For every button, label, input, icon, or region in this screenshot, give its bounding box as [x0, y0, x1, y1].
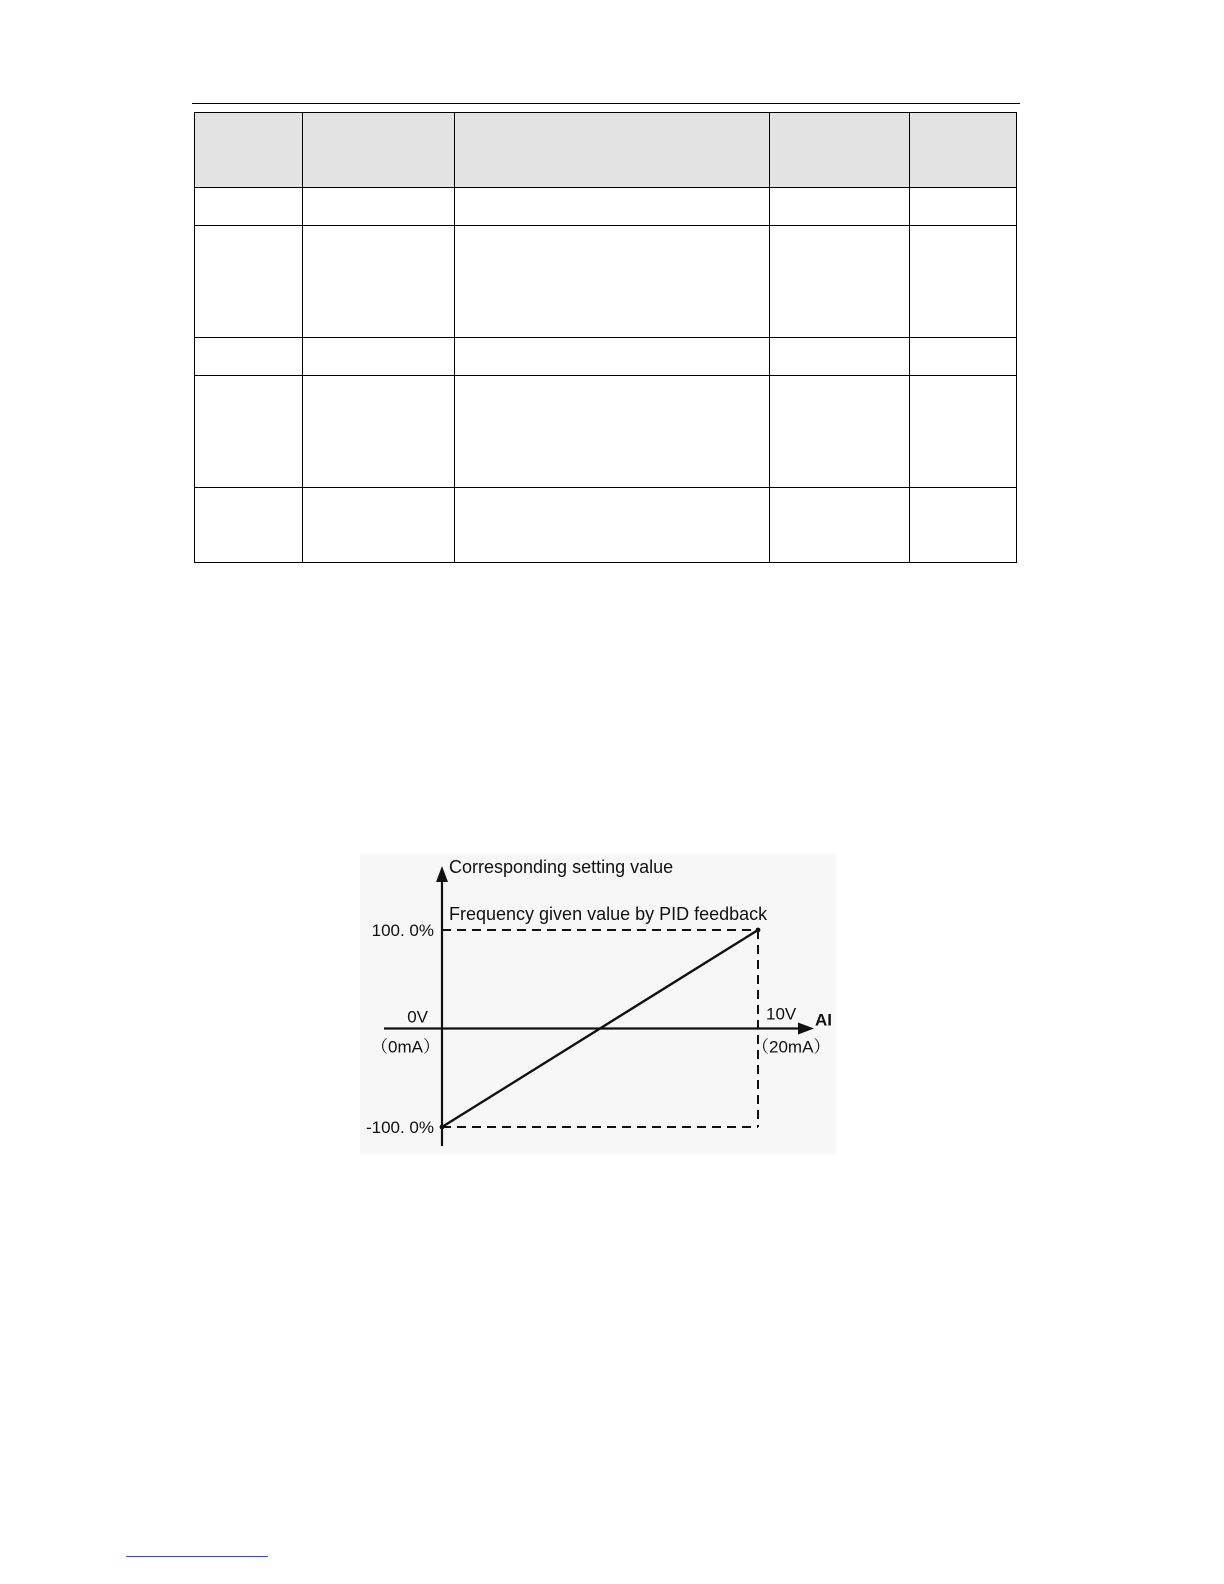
table-cell — [770, 488, 910, 563]
footer-link-underline — [126, 1556, 268, 1557]
table-cell — [455, 338, 770, 376]
table-cell — [910, 488, 1017, 563]
table-row — [195, 226, 1017, 338]
table-cell — [910, 338, 1017, 376]
table-cell — [195, 226, 303, 338]
x-tick-label-end-current: （20mA） — [752, 1037, 831, 1057]
table-cell — [455, 226, 770, 338]
table-header-cell — [303, 113, 455, 188]
data-point — [756, 928, 761, 933]
y-axis-label: Corresponding setting value — [449, 857, 674, 877]
table-cell — [303, 188, 455, 226]
table-header-cell — [910, 113, 1017, 188]
table-row — [195, 376, 1017, 488]
data-point — [440, 1125, 445, 1130]
table-cell — [303, 338, 455, 376]
table-cell — [910, 226, 1017, 338]
parameter-table — [194, 112, 1017, 563]
figure-background — [360, 854, 836, 1154]
table-row — [195, 188, 1017, 226]
x-tick-label-end-voltage: 10V — [766, 1004, 797, 1024]
table-cell — [770, 188, 910, 226]
table-cell — [910, 376, 1017, 488]
table-cell — [770, 376, 910, 488]
x-tick-label-start-voltage: 0V — [407, 1007, 428, 1027]
table-cell — [195, 488, 303, 563]
table-cell — [195, 376, 303, 488]
table-header-cell — [195, 113, 303, 188]
table-cell — [303, 488, 455, 563]
table-cell — [770, 226, 910, 338]
x-axis-label: AI — [815, 1010, 832, 1030]
y-tick-label-top: 100. 0% — [371, 921, 434, 940]
x-tick-label-start-current: （0mA） — [371, 1037, 440, 1057]
header-rule — [192, 103, 1020, 104]
table-cell — [770, 338, 910, 376]
chart-title: Frequency given value by PID feedback — [449, 904, 768, 924]
table-row — [195, 338, 1017, 376]
table-cell — [455, 376, 770, 488]
y-tick-label-bottom: -100. 0% — [365, 1118, 434, 1137]
table-header-row — [195, 113, 1017, 188]
table-header-cell — [455, 113, 770, 188]
ai-characteristic-chart — [352, 850, 842, 1160]
table-cell — [303, 376, 455, 488]
table-header-cell — [770, 113, 910, 188]
table-cell — [195, 338, 303, 376]
table-cell — [910, 188, 1017, 226]
table-cell — [303, 226, 455, 338]
table-row — [195, 488, 1017, 563]
table-cell — [195, 188, 303, 226]
table-cell — [455, 188, 770, 226]
table-cell — [455, 488, 770, 563]
chart-svg — [352, 850, 842, 1160]
